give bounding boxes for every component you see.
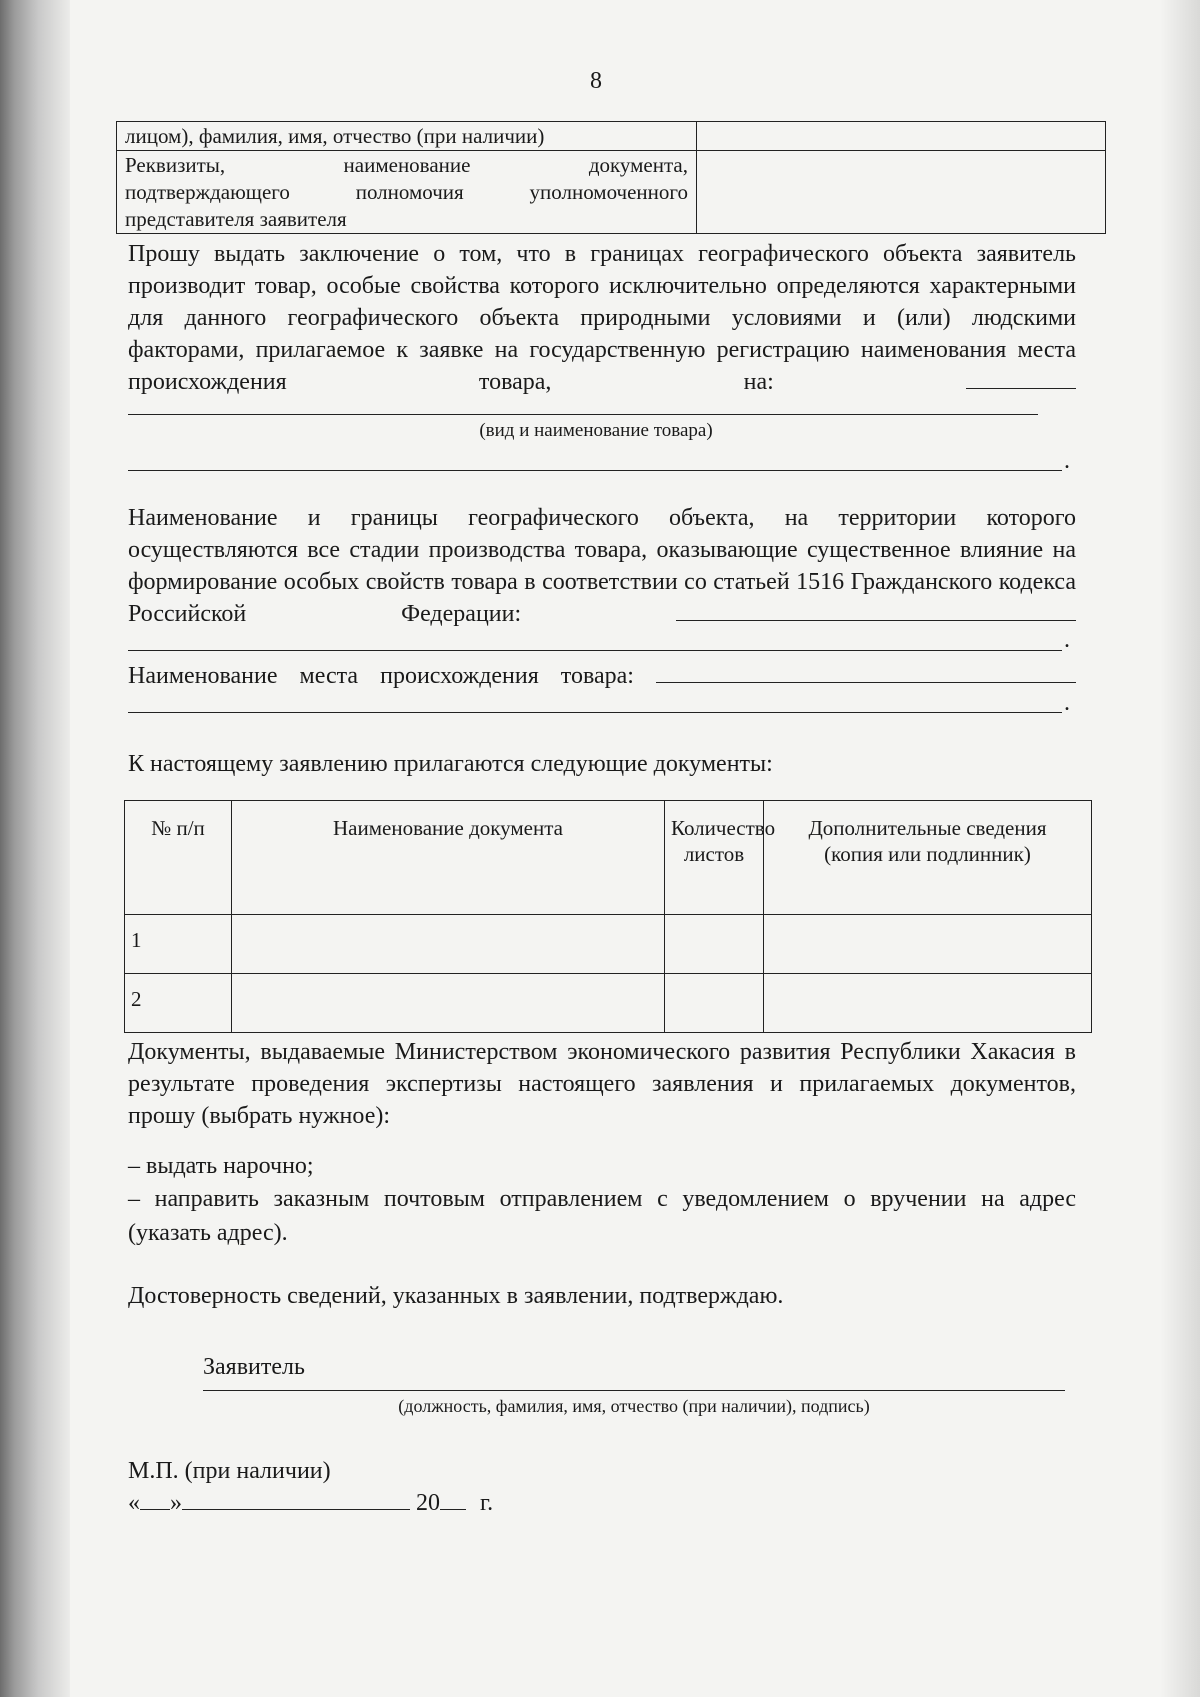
column-header-document-name: Наименование документа	[232, 801, 665, 915]
date-close-quote: »	[170, 1490, 182, 1516]
request-paragraph	[128, 238, 1076, 398]
request-text: Прошу выдать заключение о том, что в границах географического объекта заявитель производит товар, особые свойства которого исключительно определяются характерными для данного географического объекта природными условиями и (или) людскими факторами, прилагаемое к заявке на государственную регистрацию наименования места происхождения товара, на:	[128, 241, 1076, 395]
applicant-table	[116, 121, 1106, 234]
cell-document-name[interactable]	[232, 915, 665, 974]
geo-object-text: Наименование и границы географического объекта, на территории которого осуществляются все стадии производства товара, оказывающие существенное влияние на формирование особых свойств товара в соответствии со статьей 1516 Гражданского кодекса Российской Федерации:	[128, 505, 1076, 627]
year-blank[interactable]	[440, 1487, 466, 1510]
table-row	[125, 915, 1092, 974]
sentence-dot: .	[1064, 690, 1070, 716]
delivery-option-in-person[interactable]: – выдать нарочно;	[128, 1153, 314, 1179]
date-line	[128, 1487, 493, 1518]
cell-sheet-count[interactable]	[665, 915, 764, 974]
applicant-table-label	[117, 122, 697, 151]
day-blank[interactable]	[140, 1487, 170, 1510]
cell-document-name[interactable]	[232, 974, 665, 1033]
month-blank[interactable]	[182, 1487, 410, 1510]
year-prefix: 20	[416, 1490, 440, 1516]
origin-name-label: Наименование места происхождения товара:	[128, 663, 634, 689]
attachments-intro: К настоящему заявлению прилагаются следующие документы:	[128, 751, 773, 777]
signature-line[interactable]	[203, 1390, 1065, 1391]
column-header-additional-info: Дополнительные сведения (копия или подлинник)	[764, 801, 1092, 915]
origin-name-paragraph	[128, 660, 1076, 692]
label-line: подтверждающего полномочия уполномоченного	[125, 180, 688, 204]
product-blank-line-2[interactable]	[128, 470, 1062, 471]
table-row	[117, 122, 1106, 151]
geo-object-paragraph	[128, 502, 1076, 630]
applicant-table-label	[117, 151, 697, 234]
geo-object-blank-line[interactable]	[128, 650, 1062, 651]
column-header-number: № п/п	[125, 801, 232, 915]
cell-number: 1	[125, 915, 232, 974]
scan-shadow-left	[0, 0, 70, 1697]
applicant-label: Заявитель	[203, 1354, 305, 1380]
attachments-table	[124, 800, 1092, 1033]
product-blank-line[interactable]	[128, 414, 1038, 415]
applicant-table-value[interactable]	[697, 122, 1106, 151]
geo-object-blank-inline[interactable]	[676, 598, 1076, 621]
cell-additional-info[interactable]	[764, 974, 1092, 1033]
seal-placeholder: М.П. (при наличии)	[128, 1458, 331, 1484]
product-caption: (вид и наименование товара)	[479, 420, 713, 441]
signature-caption: (должность, фамилия, имя, отчество (при наличии), подпись)	[398, 1396, 870, 1416]
confirmation-text: Достоверность сведений, указанных в заявлении, подтверждаю.	[128, 1283, 784, 1309]
cell-additional-info[interactable]	[764, 915, 1092, 974]
table-row	[125, 974, 1092, 1033]
label-line: лицом), фамилия, имя, отчество (при наличии)	[125, 124, 545, 148]
sentence-dot: .	[1064, 448, 1070, 474]
page-number: 8	[590, 68, 602, 94]
delivery-option-registered-mail[interactable]: – направить заказным почтовым отправлением с уведомлением о вручении на адрес (указать адрес).	[128, 1186, 1076, 1246]
label-line: представителя заявителя	[125, 207, 347, 231]
cell-number: 2	[125, 974, 232, 1033]
origin-name-blank-line[interactable]	[128, 712, 1062, 713]
delivery-paragraph: Документы, выдаваемые Министерством экономического развития Республики Хакасия в результате проведения экспертизы настоящего заявления и прилагаемых документов, прошу (выбрать нужное):	[128, 1039, 1076, 1129]
table-row	[117, 151, 1106, 234]
applicant-table-value[interactable]	[697, 151, 1106, 234]
column-header-sheet-count: Количество листов	[665, 801, 764, 915]
label-line: Реквизиты, наименование документа,	[125, 153, 688, 177]
origin-name-blank-inline[interactable]	[656, 660, 1076, 683]
scan-shadow-right	[1160, 0, 1200, 1697]
date-open-quote: «	[128, 1490, 140, 1516]
cell-sheet-count[interactable]	[665, 974, 764, 1033]
table-header-row	[125, 801, 1092, 915]
sentence-dot: .	[1064, 627, 1070, 653]
year-suffix: г.	[480, 1490, 494, 1516]
product-blank-inline[interactable]	[966, 366, 1076, 389]
